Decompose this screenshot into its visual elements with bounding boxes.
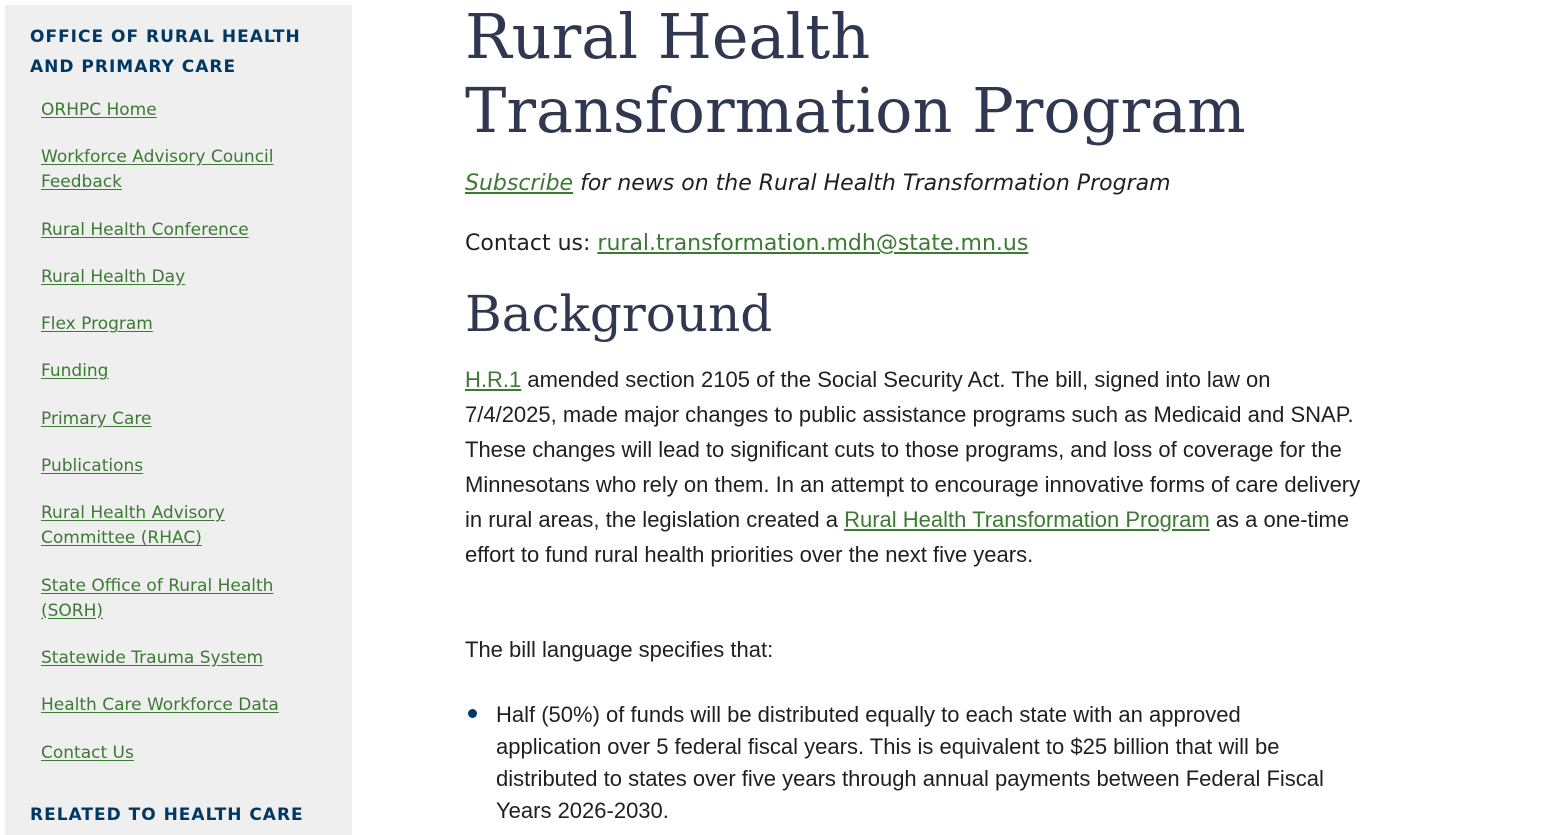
sidebar-link-sorh[interactable]: State Office of Rural Health (SORH): [41, 575, 274, 621]
sidebar-link-workforce-advisory-council[interactable]: Workforce Advisory Council Feedback: [41, 147, 274, 193]
background-text-1: amended section 2105 of the Social Security Act. The bill, signed into law on 7/4/2025, made major changes to public assistance programs such as Medicaid and SNAP. These changes will lead to significant cuts to those programs, and loss of coverage for the Minnesotans who rely on them. In an attempt to encourage innovative forms of care delivery in rural areas, the legislation created a: [465, 367, 1361, 532]
sidebar-link-publications[interactable]: Publications: [41, 456, 144, 477]
sidebar-link-statewide-trauma-system[interactable]: Statewide Trauma System: [41, 647, 264, 668]
sidebar-heading: OFFICE OF RURAL HEALTH AND PRIMARY CARE: [30, 27, 301, 77]
sidebar-item-workforce-advisory-council: [41, 145, 311, 195]
contact-line: [465, 229, 1028, 259]
sidebar-link-flex-program[interactable]: Flex Program: [41, 314, 153, 335]
sidebar-item-sorh: [41, 574, 311, 624]
background-paragraph: [465, 362, 1365, 572]
bill-bullet-list: [465, 699, 1365, 827]
sidebar-link-rhac[interactable]: Rural Health Advisory Committee (RHAC): [41, 503, 225, 549]
sidebar-item-rural-health-day: [41, 265, 311, 290]
sidebar-link-rural-health-conference[interactable]: Rural Health Conference: [41, 219, 249, 240]
bill-intro: The bill language specifies that:: [465, 637, 774, 662]
hr1-link[interactable]: H.R.1: [465, 367, 522, 392]
page-title: Rural Health Transformation Program: [465, 0, 1246, 147]
sidebar-nav: [41, 98, 311, 788]
background-heading: Background: [465, 285, 773, 343]
sidebar-link-rural-health-day[interactable]: Rural Health Day: [41, 266, 186, 287]
sidebar-related-heading: RELATED TO HEALTH CARE: [30, 805, 304, 825]
sidebar-item-flex-program: [41, 312, 311, 337]
bill-bullet-text: Half (50%) of funds will be distributed equally to each state with an approved application over 5 federal fiscal years. This is equivalent to $25 billion that will be distributed to states over five years through annual payments between Federal Fiscal Years 2026-2030.: [496, 702, 1324, 823]
subscribe-link[interactable]: Subscribe: [465, 171, 574, 196]
sidebar-item-rural-health-conference: [41, 218, 311, 243]
sidebar-link-primary-care[interactable]: Primary Care: [41, 408, 152, 429]
sidebar-item-rhac: [41, 501, 311, 551]
sidebar-item-publications: [41, 454, 311, 479]
sidebar-link-orhpc-home[interactable]: ORHPC Home: [41, 100, 157, 120]
subscribe-line: [465, 169, 1171, 199]
sidebar-item-statewide-trauma-system: [41, 646, 311, 671]
bullet-dot-icon: [468, 709, 477, 718]
sidebar-link-contact-us[interactable]: Contact Us: [41, 742, 134, 763]
sidebar-item-contact-us: [41, 741, 311, 766]
sidebar-item-health-care-workforce-data: [41, 693, 311, 718]
background-text-2: as a one-time effort to fund rural health priorities over the next five years.: [465, 507, 1350, 567]
sidebar-item-funding: [41, 359, 311, 384]
rural-health-transformation-program-link[interactable]: Rural Health Transformation Program: [844, 507, 1210, 532]
sidebar-link-health-care-workforce-data[interactable]: Health Care Workforce Data: [41, 695, 279, 716]
sidebar-item-primary-care: [41, 407, 311, 432]
bill-bullet-item: [465, 699, 1346, 827]
contact-label: Contact us:: [465, 231, 598, 256]
sidebar: [5, 5, 352, 835]
contact-email-link[interactable]: rural.transformation.mdh@state.mn.us: [597, 231, 1029, 256]
sidebar-link-funding[interactable]: Funding: [41, 361, 109, 382]
subscribe-text: for news on the Rural Health Transformation Program: [573, 171, 1171, 196]
sidebar-item-orhpc-home: [41, 98, 311, 123]
